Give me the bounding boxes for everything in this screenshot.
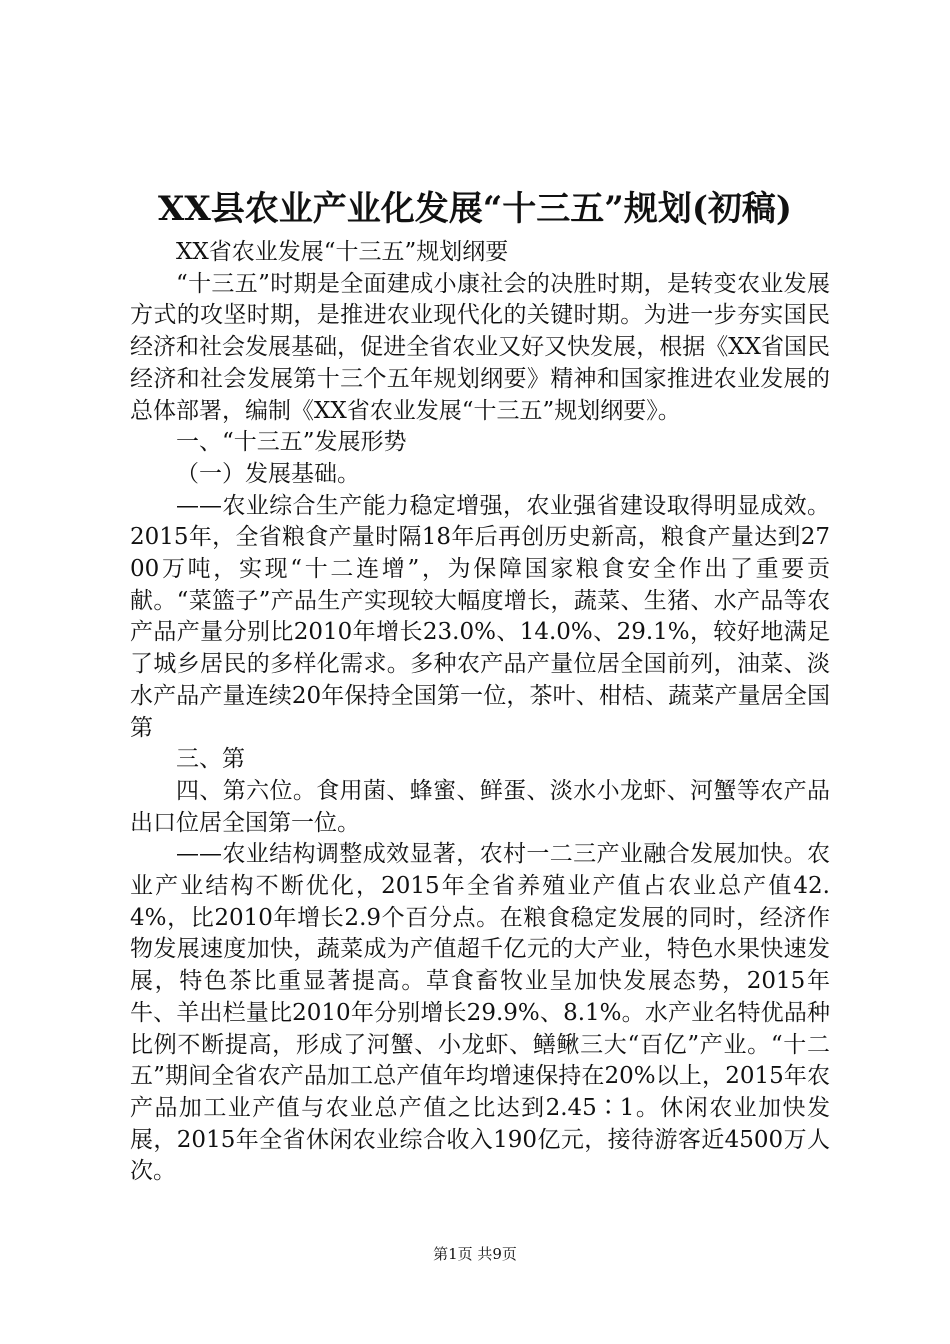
paragraph-fragment-third: 三、第 xyxy=(176,746,245,773)
document-body xyxy=(130,237,830,1188)
document-title: XX县农业产业化发展“十三五”规划(初稿) xyxy=(157,189,793,229)
paragraph-plan-outline-title: XX省农业发展“十三五”规划纲要 xyxy=(176,239,509,265)
paragraph-export-ranking: 四、第六位。食用菌、蜂蜜、鲜蛋、淡水小龙虾、河蟹等农产品出口位居全国第一位。 xyxy=(130,777,830,836)
subsection-heading-development-foundation: （一）发展基础。 xyxy=(176,460,360,487)
paragraph-intro: “十三五”时期是全面建成小康社会的决胜时期，是转变农业发展方式的攻坚时期，是推进农业现代化的关键时期。为进一步夯实国民经济和社会发展基础，促进全省农业又好又快发展，根据《XX省国民经济和社会发展第十三个五年规划纲要》精神和国家推进农业发展的总体部署，编制《XX省农业发展“十三五”规划纲要》。 xyxy=(130,270,830,424)
section-heading-development-situation: 一、“十三五”发展形势 xyxy=(176,429,407,456)
page-number-footer: 第1页 共9页 xyxy=(433,1245,517,1263)
paragraph-structure-adjustment: ——农业结构调整成效显著，农村一二三产业融合发展加快。农业产业结构不断优化，2015年全省养殖业产值占农业总产值42.4%，比2010年增长2.9个百分点。在粮食稳定发展的同时，经济作物发展速度加快，蔬菜成为产值超千亿元的大产业，特色水果快速发展，特色茶比重显著提高。草食畜牧业呈加快发展态势，2015年牛、羊出栏量比2010年分别增长29.9%、8.1%。水产业名特优品种比例不断提高，形成了河蟹、小龙虾、鳝鳅三大“百亿”产业。“十二五”期间全省农产品加工总产值年均增速保持在20%以上，2015年农产品加工业产值与农业总产值之比达到2.45∶1。休闲农业加快发展，2015年全省休闲农业综合收入190亿元，接待游客近4500万人次。 xyxy=(130,841,830,1185)
paragraph-production-capacity: ——农业综合生产能力稳定增强，农业强省建设取得明显成效。2015年，全省粮食产量时隔18年后再创历史新高，粮食产量达到2700万吨，实现“十二连增”，为保障国家粮食安全作出了重要贡献。“菜篮子”产品生产实现较大幅度增长，蔬菜、生猪、水产品等农产品产量分别比2010年增长23.0%、14.0%、29.1%，较好地满足了城乡居民的多样化需求。多种农产品产量位居全国前列，油菜、淡水产品产量连续20年保持全国第一位，茶叶、柑桔、蔬菜产量居全国第 xyxy=(130,492,830,741)
